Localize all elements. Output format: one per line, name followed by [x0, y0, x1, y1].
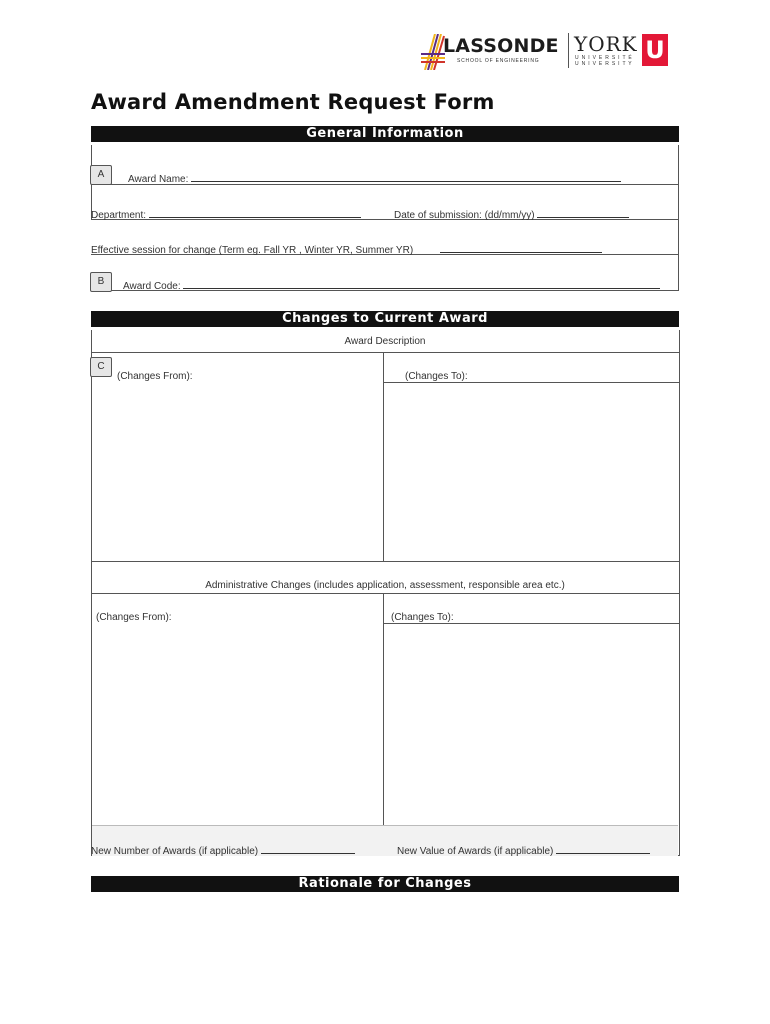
section-header-changes: Changes to Current Award — [91, 311, 679, 327]
effective-session-label: Effective session for change (Term eg. Fall YR , Winter YR, Summer YR) — [91, 245, 414, 256]
york-subtitle-fr: U N I V E R S I T É — [575, 55, 633, 61]
lassonde-subtitle: SCHOOL OF ENGINEERING — [457, 58, 540, 64]
award-code-line[interactable] — [183, 279, 660, 289]
admin-changes-from-label: (Changes From): — [96, 612, 172, 623]
york-u-icon — [642, 34, 668, 66]
date-submission-line[interactable] — [537, 208, 629, 218]
award-name-label: Award Name: — [128, 174, 189, 185]
york-logo — [574, 32, 670, 70]
lassonde-wordmark: LASSONDE — [443, 35, 559, 57]
effective-session-field[interactable] — [91, 243, 602, 256]
award-name-field[interactable] — [128, 172, 621, 185]
date-submission-label: Date of submission: (dd/mm/yy) — [394, 210, 535, 221]
york-subtitle-en: U N I V E R S I T Y — [575, 61, 633, 67]
desc-changes-to-label: (Changes To): — [405, 371, 468, 382]
admin-heading-divider — [91, 593, 679, 594]
desc-to-underline — [384, 382, 679, 383]
desc-column-divider — [383, 352, 384, 561]
admin-changes-from-area[interactable] — [94, 626, 380, 822]
admin-column-divider — [383, 593, 384, 825]
york-u-letter: U — [645, 36, 665, 64]
section-badge-a: A — [90, 165, 112, 185]
new-number-field[interactable] — [91, 844, 355, 857]
section-header-general: General Information — [91, 126, 679, 142]
form-title: Award Amendment Request Form — [91, 90, 495, 114]
desc-bottom-divider — [91, 561, 679, 562]
desc-changes-from-area[interactable] — [112, 384, 380, 558]
section-badge-c: C — [90, 357, 112, 377]
effective-session-line[interactable] — [440, 243, 602, 253]
award-desc-divider — [91, 352, 679, 353]
desc-changes-from-label: (Changes From): — [117, 371, 193, 382]
new-value-label: New Value of Awards (if applicable) — [397, 846, 554, 857]
admin-changes-to-label: (Changes To): — [391, 612, 454, 623]
new-number-label: New Number of Awards (if applicable) — [91, 846, 259, 857]
department-field[interactable] — [91, 208, 361, 221]
date-submission-field[interactable] — [394, 208, 629, 221]
admin-changes-to-area[interactable] — [386, 626, 676, 822]
admin-changes-heading: Administrative Changes (includes application, assessment, responsible area etc.) — [205, 580, 565, 591]
desc-changes-to-area[interactable] — [386, 385, 676, 558]
new-value-field[interactable] — [397, 844, 650, 857]
admin-to-underline — [384, 623, 679, 624]
award-code-label: Award Code: — [123, 281, 181, 292]
department-label: Department: — [91, 210, 147, 221]
award-description-heading: Award Description — [344, 336, 426, 347]
section-badge-b: B — [90, 272, 112, 292]
award-code-field[interactable] — [123, 279, 660, 292]
lassonde-stripes-icon — [421, 34, 445, 70]
lassonde-logo — [421, 34, 561, 70]
section-header-rationale: Rationale for Changes — [91, 876, 679, 892]
award-name-line[interactable] — [191, 172, 621, 182]
new-value-line[interactable] — [556, 844, 650, 854]
logo-divider — [568, 33, 569, 68]
new-number-line[interactable] — [261, 844, 355, 854]
department-line[interactable] — [149, 208, 361, 218]
rationale-area[interactable] — [91, 893, 679, 1013]
york-wordmark: YORK — [574, 32, 638, 56]
